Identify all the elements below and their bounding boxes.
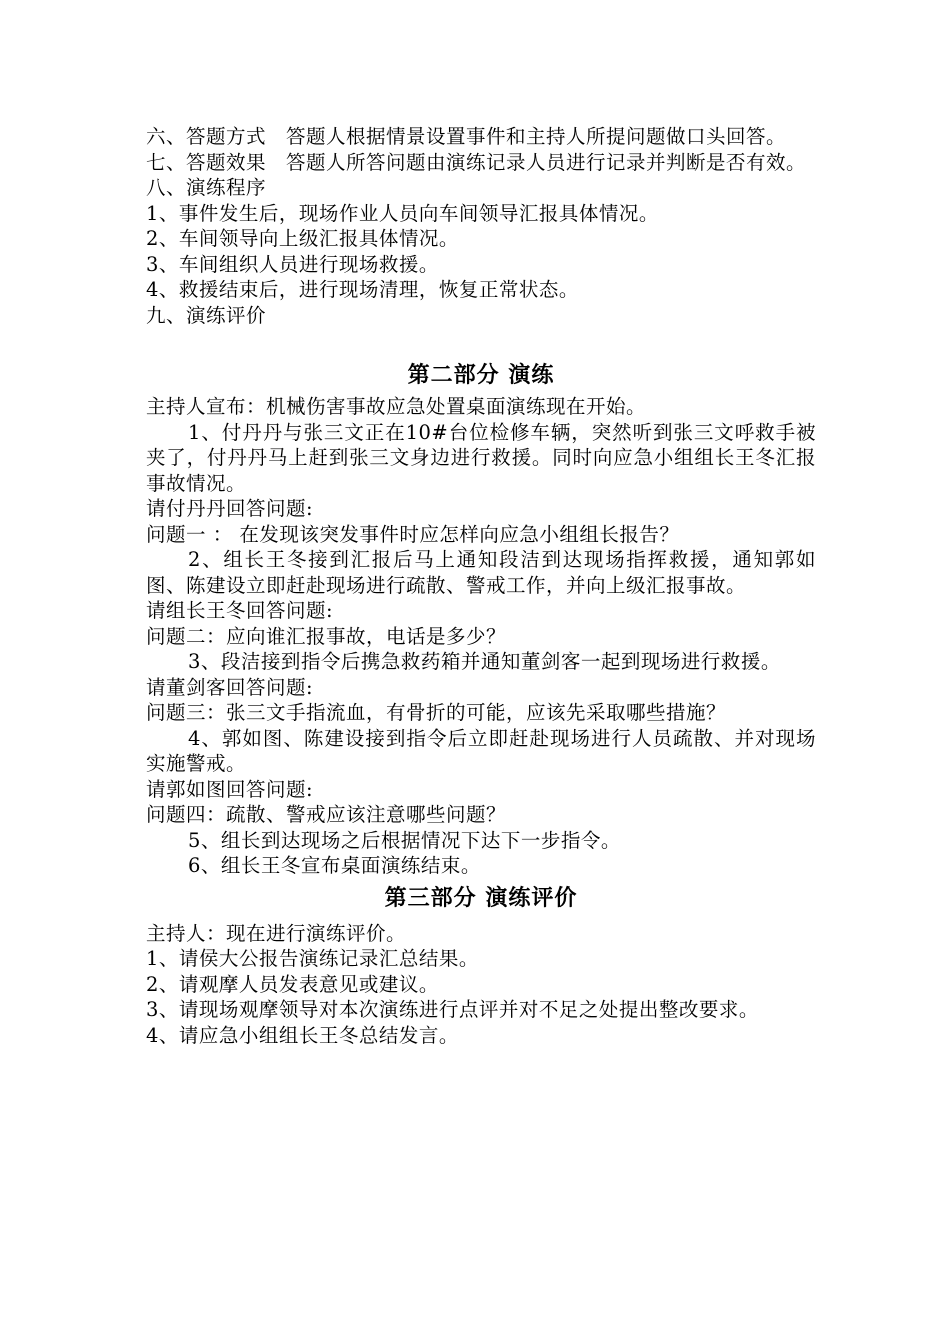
scenario-step-1: 1、付丹丹与张三文正在10#台位检修车辆，突然听到张三文呼救手被夹了，付丹丹马上赶到张三文身边进行救援。同时向应急小组组长王冬汇报事故情况。 bbox=[146, 420, 816, 495]
scenario-step-5: 5、组长到达现场之后根据情况下达下一步指令。 bbox=[188, 828, 621, 852]
procedure-step-3: 3、车间组织人员进行现场救援。 bbox=[146, 252, 439, 276]
evaluation-item-3: 3、请现场观摩领导对本次演练进行点评并对不足之处提出整改要求。 bbox=[146, 998, 759, 1021]
question-1: 问题一 ： 在发现该突发事件时应怎样向应急小组组长报告？ bbox=[146, 522, 680, 546]
question-4: 问题四：疏散、警戒应该注意哪些问题？ bbox=[146, 803, 507, 826]
procedure-step-2: 2、车间领导向上级汇报具体情况。 bbox=[146, 227, 459, 250]
procedure-step-1: 1、事件发生后，现场作业人员向车间领导汇报具体情况。 bbox=[146, 201, 659, 225]
scenario-step-2: 2、组长王冬接到汇报后马上通知段洁到达现场指挥救援，通知郭如图、陈建设立即赶赴现场进行疏散、警戒工作，并向上级汇报事故。 bbox=[146, 548, 816, 597]
evaluation-item-1: 1、请侯大公报告演练记录汇总结果。 bbox=[146, 947, 479, 970]
scenario-step-6: 6、组长王冬宣布桌面演练结束。 bbox=[188, 854, 481, 877]
prompt-2: 请组长王冬回答问题: bbox=[146, 599, 334, 622]
prompt-1: 请付丹丹回答问题: bbox=[146, 497, 314, 520]
part-3-heading: 第三部分 演练评价 bbox=[384, 884, 578, 911]
prompt-4: 请郭如图回答问题: bbox=[146, 777, 314, 801]
section-7-answer-effect: 七、答题效果 答题人所答问题由演练记录人员进行记录并判断是否有效。 bbox=[146, 150, 807, 174]
host-announcement: 主持人宣布：机械伤害事故应急处置桌面演练现在开始。 bbox=[146, 395, 647, 418]
section-8-title: 八、演练程序 bbox=[146, 176, 267, 199]
section-6-answer-method: 六、答题方式 答题人根据情景设置事件和主持人所提问题做口头回答。 bbox=[146, 125, 787, 148]
prompt-3: 请董剑客回答问题: bbox=[146, 675, 314, 699]
part-2-heading: 第二部分 演练 bbox=[407, 362, 555, 388]
scenario-step-4: 4、郭如图、陈建设接到指令后立即赶赴现场进行人员疏散、并对现场实施警戒。 bbox=[146, 726, 816, 775]
evaluation-item-4: 4、请应急小组组长王冬总结发言。 bbox=[146, 1023, 459, 1047]
section-9-title: 九、演练评价 bbox=[146, 303, 267, 327]
question-3: 问题三：张三文手指流血，有骨折的可能，应该先采取哪些措施？ bbox=[146, 701, 727, 724]
document-page bbox=[146, 124, 816, 1048]
evaluation-intro: 主持人：现在进行演练评价。 bbox=[146, 921, 407, 945]
procedure-step-4: 4、救援结束后，进行现场清理，恢复正常状态。 bbox=[146, 278, 579, 301]
evaluation-item-2: 2、请观摩人员发表意见或建议。 bbox=[146, 972, 439, 996]
question-2: 问题二：应向谁汇报事故，电话是多少？ bbox=[146, 624, 507, 648]
scenario-step-3: 3、段洁接到指令后携急救药箱并通知董剑客一起到现场进行救援。 bbox=[188, 650, 781, 673]
